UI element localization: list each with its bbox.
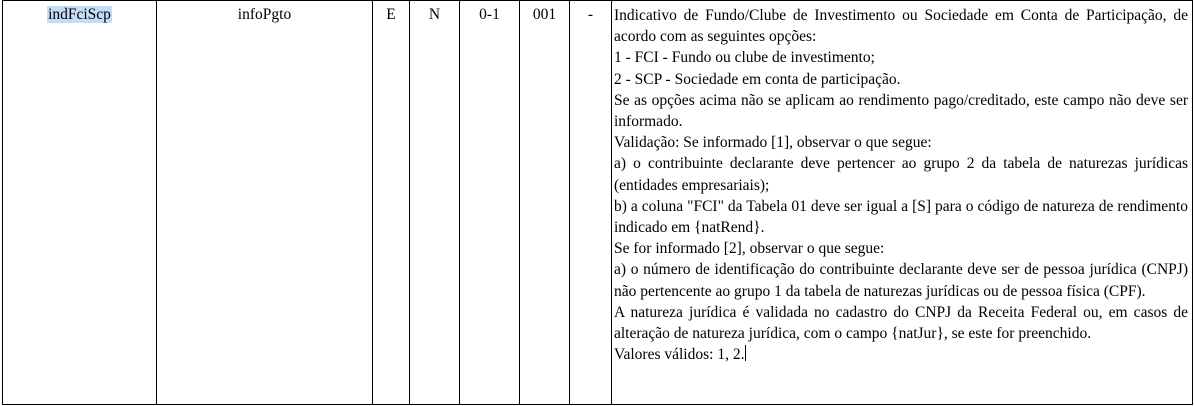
group-cell	[157, 1, 373, 405]
description-line: Se for informado [2], observar o que segue:	[614, 240, 885, 258]
element-type-cell	[373, 1, 410, 405]
description-last-line	[614, 344, 1188, 365]
size: 001	[532, 6, 557, 23]
occurrence-cell	[460, 1, 520, 405]
description-line: A natureza jurídica é validada no cadastro do CNPJ da Receita Federal ou, em casos de alteração de natureza jurídica, com o campo {natJur}, se este for preenchido.	[614, 303, 1188, 343]
table-row	[3, 1, 1193, 405]
description-line: a) o contribuinte declarante deve pertencer ao grupo 2 da tabela de naturezas jurídicas (entidades empresariais);	[614, 155, 1188, 194]
field-name[interactable]: indFciScp	[48, 6, 111, 23]
decimals: -	[587, 6, 594, 23]
size-cell	[520, 1, 570, 405]
data-type: N	[428, 6, 441, 23]
group-name: infoPgto	[237, 6, 292, 23]
text-cursor	[745, 345, 746, 361]
description-line: Valores válidos: 1, 2.	[614, 346, 745, 364]
field-spec-table	[2, 0, 1193, 405]
occurrence: 0-1	[479, 6, 500, 23]
data-type-cell	[410, 1, 460, 405]
field-name-cell	[3, 1, 157, 405]
description-line: Validação: Se informado [1], observar o que segue:	[614, 134, 932, 152]
description-line: 2 - SCP - Sociedade em conta de participação.	[614, 70, 901, 88]
description-line: Indicativo de Fundo/Clube de Investimento ou Sociedade em Conta de Participação, de acordo com as seguintes opções:	[614, 7, 1188, 46]
description-line: a) o número de identificação do contribuinte declarante deve ser de pessoa jurídica (CNPJ) não pertencente ao grupo 1 da tabela de naturezas jurídicas ou de pessoa física (CPF).	[614, 261, 1188, 300]
description-line: Se as opções acima não se aplicam ao rendimento pago/creditado, este campo não deve ser informado.	[614, 91, 1188, 131]
description-line: 1 - FCI - Fundo ou clube de investimento;	[614, 49, 875, 67]
element-type: E	[386, 6, 396, 23]
description-cell[interactable]	[612, 1, 1193, 405]
decimals-cell	[570, 1, 612, 405]
description-line: b) a coluna "FCI" da Tabela 01 deve ser igual a [S] para o código de natureza de rendimento indicado em {natRend}.	[614, 197, 1188, 237]
